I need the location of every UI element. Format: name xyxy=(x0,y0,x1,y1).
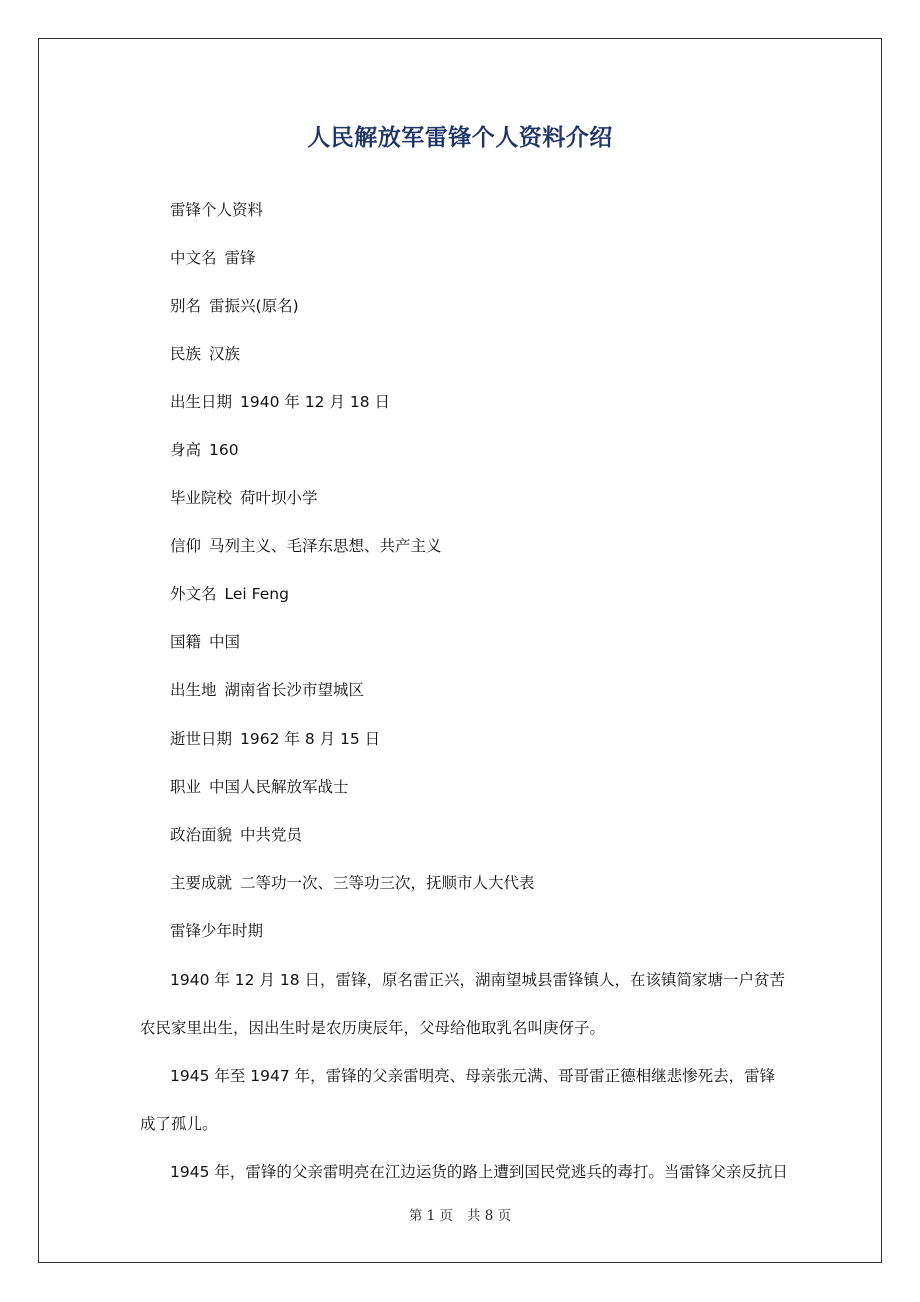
profile-label: 出生日期 xyxy=(170,393,233,411)
profile-label: 中文名 xyxy=(170,249,217,267)
profile-label: 主要成就 xyxy=(170,874,233,892)
profile-label: 信仰 xyxy=(170,537,202,555)
profile-label: 民族 xyxy=(170,345,202,363)
document-title: 人民解放军雷锋个人资料介绍 xyxy=(307,125,613,151)
profile-row-foreign-name xyxy=(170,582,289,606)
page-total: 共 8 页 xyxy=(467,1208,512,1224)
profile-value: 荷叶坝小学 xyxy=(240,489,318,507)
profile-row-death-date xyxy=(170,727,380,751)
profile-value: 雷振兴(原名) xyxy=(209,297,299,315)
profile-label: 身高 xyxy=(170,441,202,459)
profile-value: 1940 年 12 月 18 日 xyxy=(240,393,391,411)
profile-row-achievements xyxy=(170,871,535,895)
profile-value: 湖南省长沙市望城区 xyxy=(224,681,365,699)
profile-value: 中国人民解放军战士 xyxy=(209,778,349,796)
profile-value: 汉族 xyxy=(209,345,241,363)
body-paragraph: 1940 年 12 月 18 日，雷锋，原名雷正兴，湖南望城县雷锋镇人，在该镇简家塘一户贫苦农民家里出生，因出生时是农历庚辰年，父母给他取乳名叫庚伢子。 xyxy=(140,971,786,1037)
profile-value: 160 xyxy=(209,441,239,459)
profile-value: 马列主义、毛泽东思想、共产主义 xyxy=(209,537,442,555)
profile-value: Lei Feng xyxy=(224,585,289,603)
profile-value: 雷锋 xyxy=(224,249,256,267)
profile-value: 中国 xyxy=(209,633,241,651)
profile-label: 出生地 xyxy=(170,681,217,699)
profile-row-school xyxy=(170,486,318,510)
profile-row-alias xyxy=(170,294,299,318)
profile-label: 国籍 xyxy=(170,633,202,651)
profile-row-belief xyxy=(170,534,442,558)
profile-heading: 雷锋个人资料 xyxy=(170,201,264,219)
profile-value: 1962 年 8 月 15 日 xyxy=(240,730,381,748)
profile-row-birth-date xyxy=(170,390,390,414)
body-paragraph: 1945 年至 1947 年，雷锋的父亲雷明亮、母亲张元满、哥哥雷正德相继悲惨死去，雷锋成了孤儿。 xyxy=(140,1067,776,1133)
profile-value: 二等功一次、三等功三次，抚顺市人大代表 xyxy=(240,874,535,892)
page-footer xyxy=(0,1206,920,1226)
youth-heading: 雷锋少年时期 xyxy=(170,922,264,940)
profile-row-ethnicity xyxy=(170,342,240,366)
profile-row-occupation xyxy=(170,775,349,799)
profile-label: 外文名 xyxy=(170,585,217,603)
profile-row-birthplace xyxy=(170,678,364,702)
profile-row-chinese-name xyxy=(170,246,256,270)
profile-label: 政治面貌 xyxy=(170,826,233,844)
profile-row-height xyxy=(170,438,239,462)
profile-label: 职业 xyxy=(170,778,202,796)
body-paragraph: 1945 年，雷锋的父亲雷明亮在江边运货的路上遭到国民党逃兵的毒打。当雷锋父亲反抗日 xyxy=(170,1163,788,1181)
profile-label: 毕业院校 xyxy=(170,489,233,507)
profile-row-political-status xyxy=(170,823,302,847)
profile-label: 别名 xyxy=(170,297,202,315)
profile-row-nationality xyxy=(170,630,240,654)
profile-label: 逝世日期 xyxy=(170,730,233,748)
profile-value: 中共党员 xyxy=(240,826,303,844)
page-number: 第 1 页 xyxy=(408,1208,453,1224)
